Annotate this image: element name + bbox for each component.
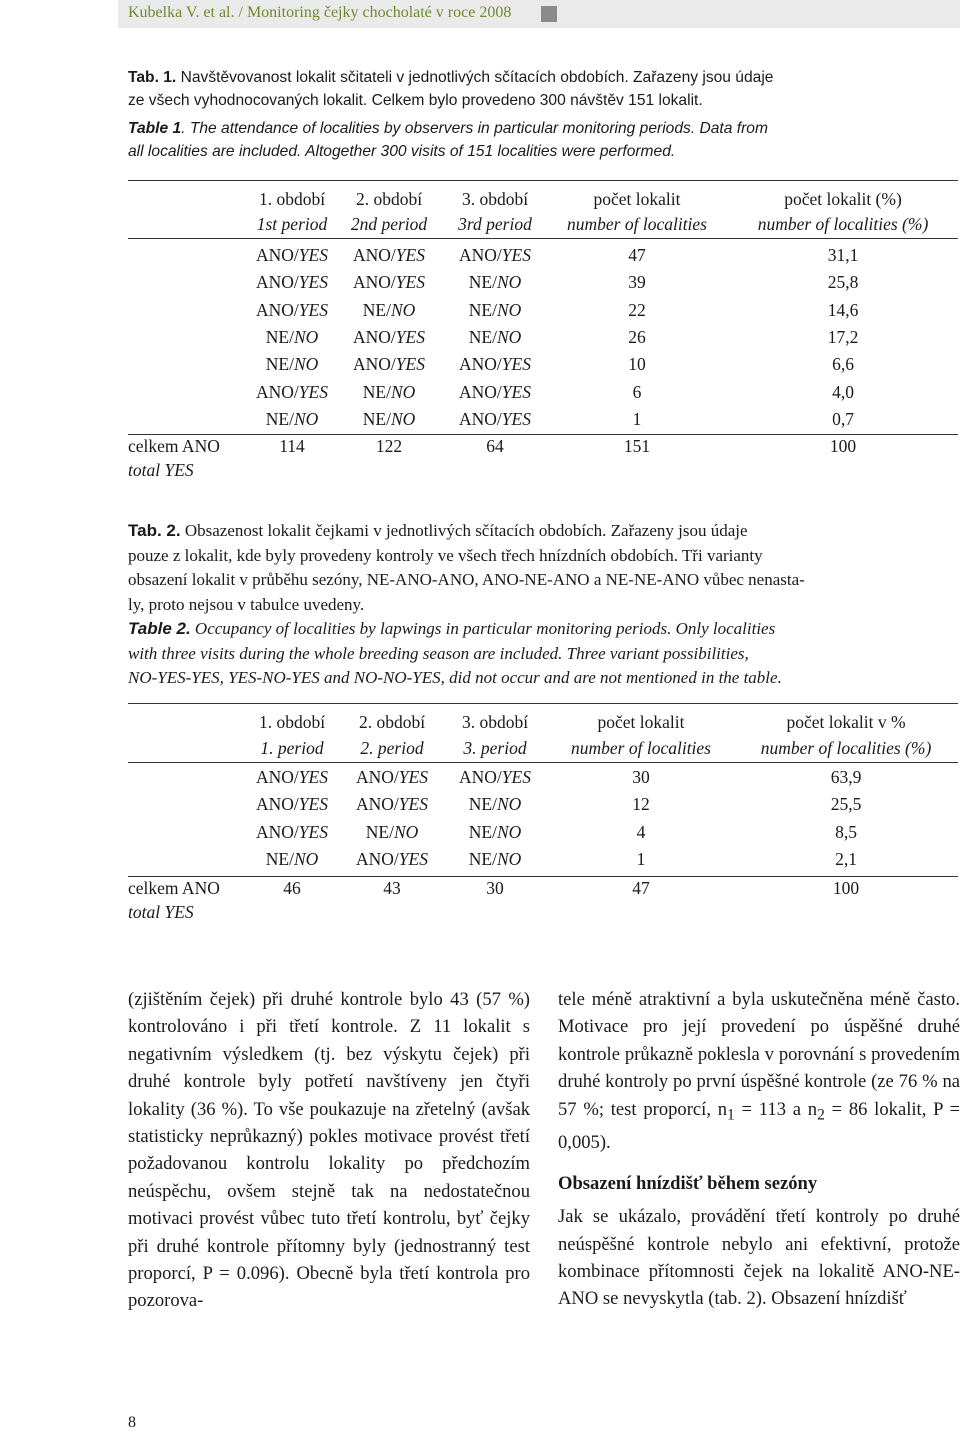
- total-cell-0: 46: [283, 878, 301, 898]
- table-cell: NE/NO: [265, 408, 319, 429]
- table-cell: 30: [632, 767, 650, 787]
- total-cell-4: 100: [832, 878, 860, 898]
- table-cell: 31,1: [827, 245, 859, 265]
- header-en-2: 3rd period: [458, 214, 532, 234]
- table-cell: NE/NO: [468, 272, 522, 293]
- table-cell: 6: [632, 381, 642, 402]
- table-cell: 14,6: [827, 299, 859, 320]
- table-cell: ANO/YES: [256, 272, 328, 293]
- table-cell: 10: [628, 354, 646, 375]
- header-cz-2: 3. období: [461, 712, 529, 732]
- total-cell-1: 122: [375, 436, 403, 456]
- header-cz-3: počet lokalit: [593, 189, 681, 209]
- table-cell: 8,5: [835, 821, 857, 842]
- table-cell: 22: [628, 299, 646, 320]
- table-cell: ANO/YES: [356, 767, 428, 787]
- page-number: 8: [128, 1414, 136, 1431]
- right-para1-part-c: = 86 lokalit, P = 0,005).: [558, 1098, 960, 1153]
- table-cell: 12: [632, 794, 650, 815]
- table-cell: 1: [632, 408, 642, 429]
- header-en-0: 1st period: [256, 214, 328, 234]
- header-cz-3: počet lokalit: [597, 712, 685, 732]
- table2-caption-cz: [128, 519, 958, 617]
- table-cell: 17,2: [827, 326, 859, 347]
- table-cell: 4: [636, 821, 646, 842]
- table2-caption-en: [128, 617, 958, 691]
- table2-caption-en-line-2: NO-YES-YES, YES-NO-YES and NO-NO-YES, did not occur and are not mentioned in the table.: [128, 668, 782, 687]
- table-cell: 39: [628, 272, 646, 293]
- body-right-column: [558, 986, 960, 1313]
- running-title: Kubelka V. et al. / Monitoring čejky chocholaté v roce 2008: [128, 4, 512, 21]
- table-cell: NE/NO: [362, 381, 416, 402]
- table2-caption-en-line-1: with three visits during the whole breeding season are included. Three variant possibilities,: [128, 643, 749, 663]
- header-en-1: 2nd period: [350, 214, 428, 234]
- header-cz-0: 1. období: [258, 189, 326, 209]
- table-cell: 26: [628, 326, 646, 347]
- header-rule: [128, 762, 958, 763]
- table-cell: 1: [636, 849, 646, 870]
- header-cz-0: 1. období: [258, 712, 326, 732]
- table-cell: ANO/YES: [459, 767, 531, 787]
- table-cell: ANO/YES: [459, 245, 531, 265]
- table2-caption-cz-line-3: ly, proto nejsou v tabulce uvedeny.: [128, 594, 365, 614]
- table-cell: ANO/YES: [256, 794, 328, 815]
- table-cell: ANO/YES: [353, 245, 425, 265]
- table-cell: ANO/YES: [353, 326, 425, 347]
- total-cell-1: 43: [383, 878, 401, 898]
- right-para1-part-a: tele méně atraktivní a byla uskutečněna méně často. Motivace pro její provedení po úspěšné druhé kontrole průkazně poklesla v porovnání s provedením druhé kontroly po první úspěšné kontrole (ze 76 % na 57 %; test proporcí, n: [558, 989, 960, 1120]
- table-cell: ANO/YES: [356, 849, 428, 870]
- header-en-3: number of localities: [571, 738, 711, 758]
- table-cell: NE/NO: [468, 821, 522, 842]
- table-cell: NE/NO: [468, 326, 522, 347]
- body-left-column: [128, 986, 530, 1315]
- table-cell: 47: [628, 245, 646, 265]
- table2-caption-cz-line-2: obsazení lokalit v průběhu sezóny, NE-ANO-ANO, ANO-NE-ANO a NE-NE-ANO vůbec nenasta-: [128, 570, 805, 589]
- table2-top-rule: [128, 703, 958, 704]
- table-cell: ANO/YES: [459, 354, 531, 375]
- section-heading: Obsazení hnízdišť během sezóny: [558, 1173, 818, 1195]
- left-paragraph: (zjištěním čejek) při druhé kontrole bylo 43 (57 %) kontrolováno i při třetí kontrole. Z 11 lokalit s negativním výsledkem (tj. bez výskytu čejek) při druhé kontrole byly potřetí navštíveny jen čtyři lokality (36 %). To vše poukazuje na zřetelný (avšak statisticky neprůkazný) pokles motivace provést třetí požadovanou kontrolu lokality po předchozím neúspěchu, ovšem stejně tak na nedostatečnou motivaci provést vůbec tuto třetí kontrolu, byť čejky při druhé kontrole přítomny byly (jednostranný test proporcí, P = 0.096). Obecně byla třetí kontrola pro pozorova-: [128, 989, 530, 1312]
- table-cell: 4,0: [832, 381, 854, 402]
- table1-caption-cz-line2: ze všech vyhodnocovaných lokalit. Celkem bylo provedeno 300 návštěv 151 lokalit.: [128, 92, 703, 110]
- table2-caption-en-line-0: Occupancy of localities by lapwings in particular monitoring periods. Only localities: [194, 619, 776, 638]
- header-rule: [128, 238, 958, 239]
- table-cell: ANO/YES: [256, 245, 328, 265]
- right-paragraph-2: Jak se ukázalo, provádění třetí kontroly po druhé neúspěšné kontrole nebylo ani efektivní, protože kombinace přítomnosti čejek na lokalitě ANO-NE-ANO se nevyskytla (tab. 2). Obsazení hnízdišť: [558, 1206, 960, 1310]
- header-square-icon: [541, 6, 557, 22]
- total-label-en: total YES: [128, 460, 194, 480]
- header-en-4: number of localities (%): [757, 214, 929, 234]
- total-label-en: total YES: [128, 902, 194, 922]
- table-cell: ANO/YES: [353, 272, 425, 293]
- header-en-2: 3. period: [463, 738, 527, 758]
- total-cell-0: 114: [279, 436, 305, 456]
- table-cell: NE/NO: [468, 299, 522, 320]
- total-cell-3: 151: [623, 436, 651, 456]
- header-cz-2: 3. období: [461, 189, 529, 209]
- header-cz-1: 2. období: [355, 189, 423, 209]
- table1-label-en: Table 1: [128, 120, 182, 137]
- table-cell: ANO/YES: [256, 821, 328, 842]
- total-cell-2: 64: [486, 436, 504, 456]
- table-cell: 0,7: [832, 408, 854, 429]
- right-para1-part-b: = 113 a n: [734, 1098, 818, 1120]
- table-cell: NE/NO: [362, 299, 416, 320]
- subscript-2: 2: [817, 1106, 825, 1124]
- table1-caption-en: [128, 117, 958, 164]
- header-en-4: number of localities (%): [760, 738, 932, 758]
- header-cz-4: počet lokalit (%): [784, 189, 902, 209]
- table-cell: NE/NO: [265, 354, 319, 375]
- table1-top-rule: [128, 180, 958, 181]
- total-cell-2: 30: [486, 878, 504, 898]
- table-cell: ANO/YES: [356, 794, 428, 815]
- table-cell: 63,9: [830, 767, 862, 787]
- table-cell: ANO/YES: [459, 381, 531, 402]
- right-paragraph-1: [558, 986, 960, 1156]
- table1-caption-en-line1: . The attendance of localities by observers in particular monitoring periods. Data from: [181, 120, 768, 137]
- table-cell: ANO/YES: [256, 767, 328, 787]
- table-cell: NE/NO: [365, 821, 419, 842]
- table-cell: ANO/YES: [256, 299, 328, 320]
- table1-caption-cz-line1: Navštěvovanost lokalit sčitateli v jednotlivých sčítacích obdobích. Zařazeny jsou údaje: [180, 69, 774, 86]
- total-label-cz: celkem ANO: [128, 878, 220, 898]
- header-en-3: number of localities: [567, 214, 707, 234]
- table1-label-cz: Tab. 1.: [128, 69, 177, 86]
- header-en-0: 1. period: [260, 738, 324, 758]
- header-cz-4: počet lokalit v %: [786, 712, 906, 732]
- table-cell: NE/NO: [468, 849, 522, 870]
- header-cz-1: 2. období: [358, 712, 426, 732]
- table2-caption-cz-line-1: pouze z lokalit, kde byly provedeny kontroly ve všech třech hnízdních obdobích. Tři varianty: [128, 545, 763, 565]
- table2-caption-cz-line-0: Obsazenost lokalit čejkami v jednotlivých sčítacích obdobích. Zařazeny jsou údaje: [184, 521, 748, 540]
- table-cell: 25,8: [827, 272, 859, 293]
- header-en-1: 2. period: [360, 738, 424, 758]
- table-cell: ANO/YES: [459, 408, 531, 429]
- table-cell: NE/NO: [265, 326, 319, 347]
- table-cell: 25,5: [830, 794, 862, 815]
- subscript-1: 1: [727, 1106, 735, 1124]
- table-cell: ANO/YES: [353, 354, 425, 375]
- table1-caption-cz: [128, 66, 958, 113]
- table2-label-cz: Tab. 2.: [128, 521, 181, 540]
- total-cell-4: 100: [829, 436, 857, 456]
- table2-label-en: Table 2.: [128, 619, 191, 638]
- table-cell: NE/NO: [265, 849, 319, 870]
- total-cell-3: 47: [632, 878, 650, 898]
- table-cell: 2,1: [835, 849, 857, 870]
- table-cell: NE/NO: [468, 794, 522, 815]
- table1-caption-en-line2: all localities are included. Altogether 300 visits of 151 localities were performed.: [128, 143, 676, 161]
- table-cell: NE/NO: [362, 408, 416, 429]
- table-cell: ANO/YES: [256, 381, 328, 402]
- running-header: [0, 0, 960, 28]
- table-cell: 6,6: [832, 354, 854, 375]
- total-label-cz: celkem ANO: [128, 436, 220, 456]
